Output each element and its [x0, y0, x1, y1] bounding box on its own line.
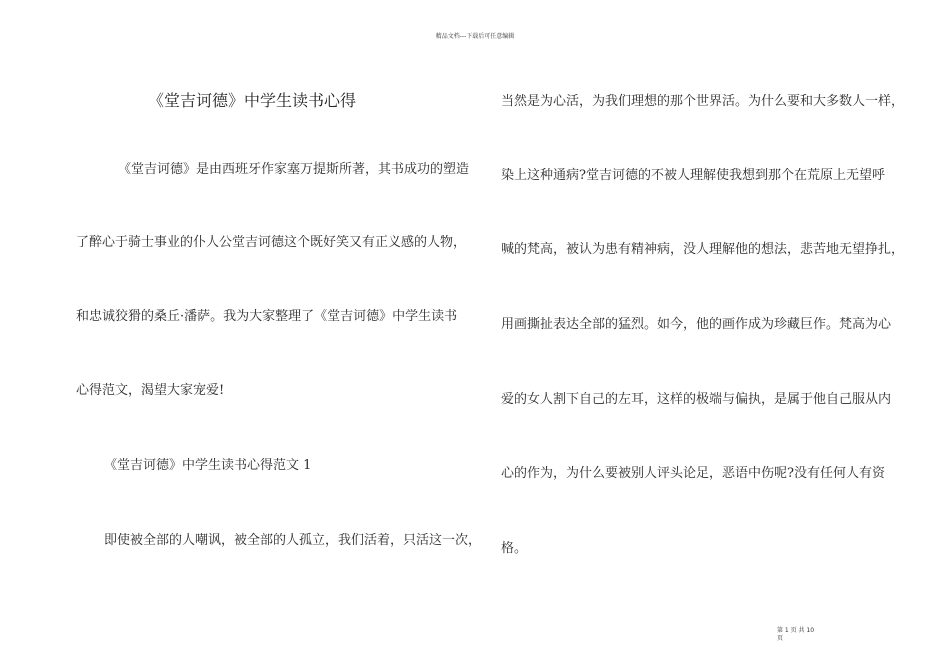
- right-line-5: 爱的女人割下自己的左耳，这样的极端与偏执，是属于他自己服从内: [501, 392, 892, 407]
- right-line-3: 喊的梵高，被认为患有精神病，没人理解他的想法，悲苦地无望挣扎，: [501, 242, 905, 257]
- page-number: 第 1 页 共 10 页: [777, 627, 815, 642]
- left-line-2: 了醉心于骑士事业的仆人公堂吉诃德这个既好笑又有正义感的人物，: [76, 235, 467, 250]
- right-line-2: 染上这种通病?堂吉诃德的不被人理解使我想到那个在荒原上无望呼: [501, 168, 885, 183]
- left-line-4: 心得范文，渴望大家宠爱!: [76, 383, 225, 398]
- page-title: 《堂吉诃德》中学生读书心得: [148, 91, 357, 110]
- left-line-1: 《堂吉诃德》是由西班牙作家塞万提斯所著，其书成功的塑造: [118, 162, 470, 177]
- left-line-6: 即使被全部的人嘲讽，被全部的人孤立，我们活着，只活这一次，: [104, 533, 482, 548]
- right-line-1: 当然是为心活，为我们理想的那个世界活。为什么要和大多数人一样，: [501, 94, 905, 109]
- left-subheading: 《堂吉诃德》中学生读书心得范文 1: [104, 458, 312, 473]
- right-line-4: 用画撕扯表达全部的猛烈。如今，他的画作成为珍藏巨作。梵高为心: [501, 317, 892, 332]
- left-line-3: 和忠诚狡猾的桑丘·潘萨。我为大家整理了《堂吉诃德》中学生读书: [76, 309, 458, 324]
- right-line-6: 心的作为，为什么要被别人评头论足，恶语中伤呢?没有任何人有资: [501, 466, 885, 481]
- header-note: 精品文档---下载后可任意编辑: [435, 33, 515, 40]
- right-line-7: 格。: [501, 541, 528, 556]
